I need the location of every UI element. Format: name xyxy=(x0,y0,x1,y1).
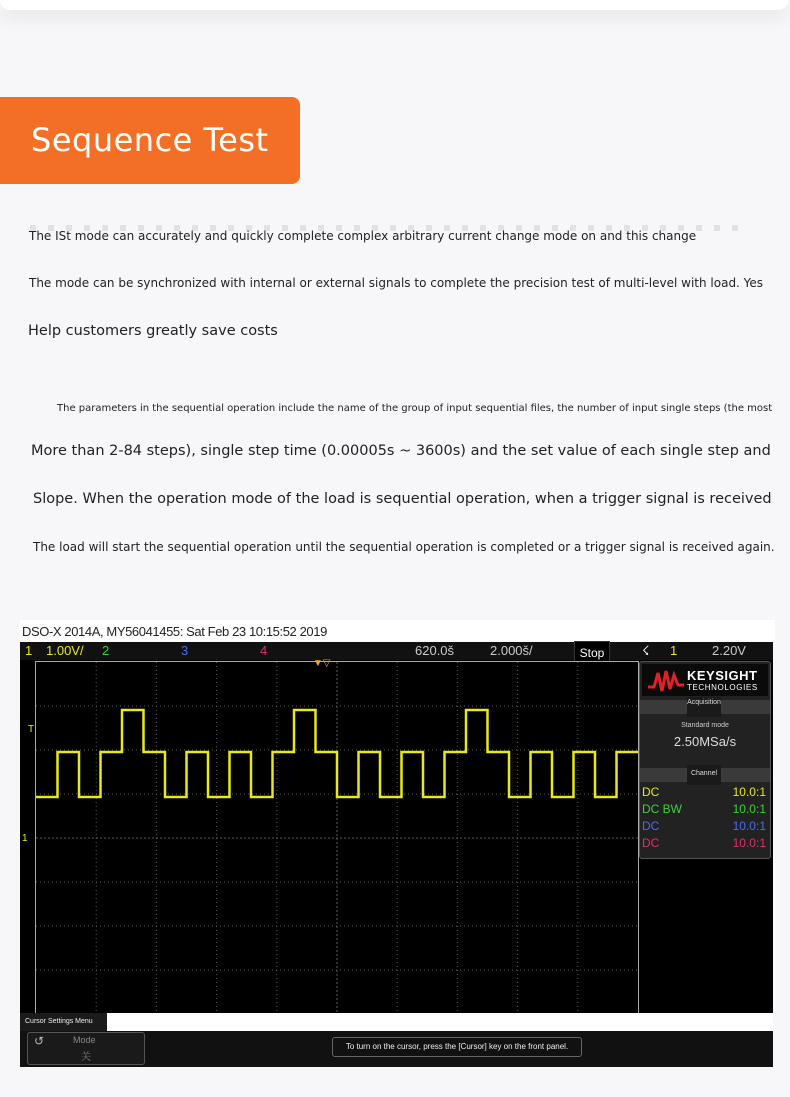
cursor-settings-menu-title: Cursor Settings Menu xyxy=(20,1013,107,1031)
scope-status-bar xyxy=(20,642,773,660)
channel-row-3[interactable] xyxy=(642,818,766,835)
brand-sub: TECHNOLOGIES xyxy=(687,683,758,692)
trigger-level-marker: T xyxy=(28,724,35,735)
waveform-display xyxy=(36,662,638,1014)
paragraph-4: The parameters in the sequential operation include the name of the group of input sequential files, the number of input single steps (the most xyxy=(57,403,773,414)
mode-label: Mode xyxy=(73,1035,96,1045)
paragraph-3: Help customers greatly save costs xyxy=(28,323,278,339)
ground-marker-icon: 1 xyxy=(22,833,28,844)
acquisition-tag[interactable]: Acquisition xyxy=(687,697,721,717)
trigger-edge-icon: ☇ xyxy=(642,643,650,658)
section-banner xyxy=(0,97,300,184)
paragraph-6: Slope. When the operation mode of the load is sequential operation, when a trigger signal is received xyxy=(33,491,772,507)
time-delay[interactable]: 620.0š xyxy=(415,643,455,658)
channel-probe: 10.0:1 xyxy=(732,802,766,816)
channel-coupling: DC xyxy=(642,819,660,833)
trigger-position-icon: ▼▽ xyxy=(313,658,331,669)
paragraph-1: The ISt mode can accurately and quickly complete complex arbitrary current change mode on and this change xyxy=(29,229,697,243)
time-scale[interactable]: 2.000š/ xyxy=(490,643,533,658)
brand-name: KEYSIGHT xyxy=(687,668,758,683)
channel-coupling: DC xyxy=(642,785,660,799)
channel-row-1[interactable] xyxy=(642,784,766,801)
channel-tag[interactable]: Channel xyxy=(687,765,721,785)
channel-probe: 10.0:1 xyxy=(732,819,766,833)
trigger-level[interactable]: 2.20V xyxy=(712,643,746,658)
trigger-channel[interactable]: 1 xyxy=(670,643,678,658)
channel-coupling: DC BW xyxy=(642,802,682,816)
rotate-knob-icon: ↺ xyxy=(34,1034,45,1048)
keysight-logo xyxy=(642,664,768,696)
run-stop-indicator[interactable]: Stop xyxy=(574,641,610,665)
ch4-label[interactable]: 4 xyxy=(260,643,268,658)
softkey-bar xyxy=(20,1031,773,1067)
ch1-scale[interactable]: 1.00V/ xyxy=(46,643,84,658)
waveform-grid xyxy=(35,661,639,1015)
channel-probe: 10.0:1 xyxy=(732,836,766,850)
paragraph-2: The mode can be synchronized with internal or external signals to complete the precision test of multi-level with load. Yes xyxy=(29,276,764,290)
side-panel xyxy=(639,661,771,859)
acquisition-header[interactable] xyxy=(640,700,770,714)
scope-title: DSO-X 2014A, MY56041455: Sat Feb 23 10:15:52 2019 xyxy=(20,620,775,642)
acquisition-mode: Standard mode xyxy=(681,722,729,729)
channel-header[interactable] xyxy=(640,768,770,782)
oscilloscope-screenshot xyxy=(20,620,773,1067)
channel-row-4[interactable] xyxy=(642,835,766,852)
ch1-label[interactable]: 1 xyxy=(25,643,33,658)
cursor-menu-area xyxy=(20,1013,773,1067)
keysight-wave-icon xyxy=(646,665,686,695)
channel-probe: 10.0:1 xyxy=(732,785,766,799)
cursor-mode-softkey[interactable] xyxy=(27,1032,145,1065)
sample-rate: 2.50MSa/s xyxy=(673,734,737,749)
paragraph-7: The load will start the sequential operation until the sequential operation is completed or a trigger signal is received again. xyxy=(33,540,775,554)
channel-row-2[interactable] xyxy=(642,801,766,818)
ch2-label[interactable]: 2 xyxy=(102,643,110,658)
top-card xyxy=(0,0,788,10)
mode-value: 关 xyxy=(81,1052,91,1063)
cursor-hint: To turn on the cursor, press the [Cursor] key on the front panel. xyxy=(332,1037,582,1057)
paragraph-5: More than 2-84 steps), single step time (0.00005s ~ 3600s) and the set value of each single step and xyxy=(31,443,771,459)
section-title: Sequence Test xyxy=(31,121,269,159)
channel-coupling: DC xyxy=(642,836,660,850)
ch3-label[interactable]: 3 xyxy=(181,643,189,658)
